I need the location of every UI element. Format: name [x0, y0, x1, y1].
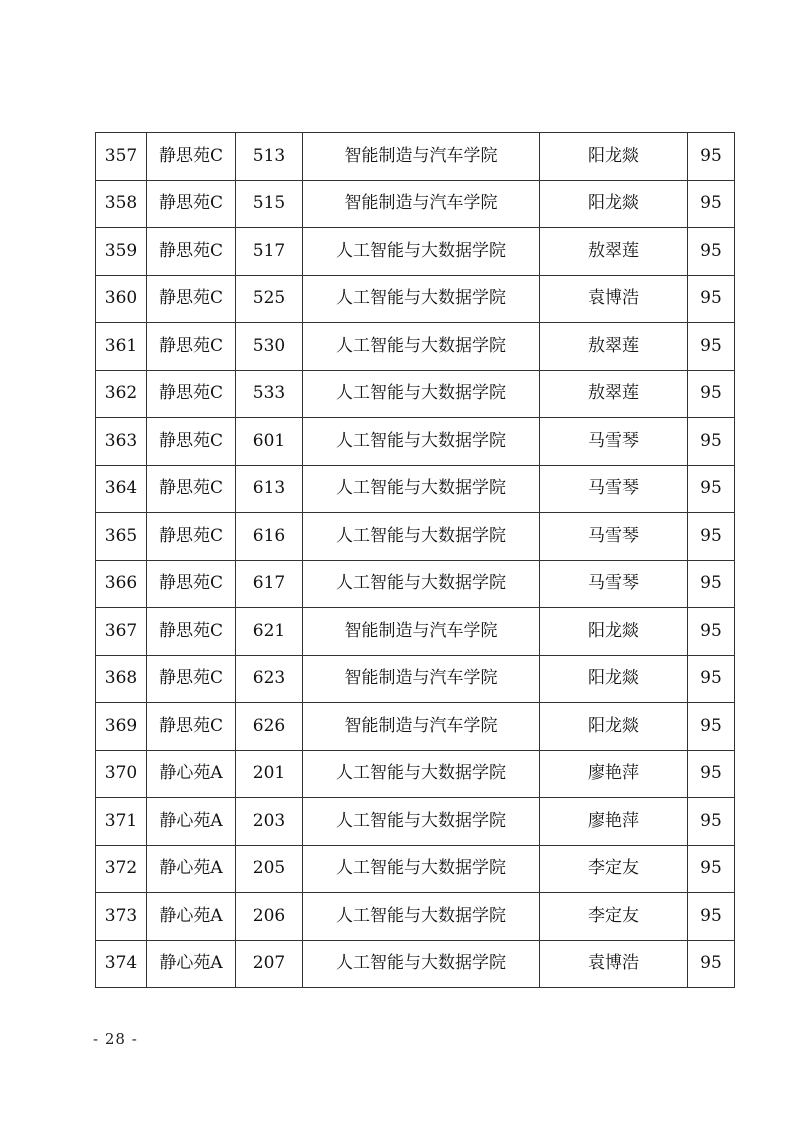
building-cell: 静思苑C: [147, 465, 236, 513]
building-cell: 静思苑C: [147, 228, 236, 276]
college-cell: 智能制造与汽车学院: [303, 655, 540, 703]
college-cell: 人工智能与大数据学院: [303, 750, 540, 798]
counselor-cell: 阳龙燚: [540, 655, 688, 703]
row-index-cell: 368: [96, 655, 147, 703]
table-row: [96, 750, 735, 798]
table-row: [96, 798, 735, 846]
row-index-cell: 358: [96, 180, 147, 228]
college-cell: 人工智能与大数据学院: [303, 893, 540, 941]
room-number-cell: 513: [236, 133, 303, 181]
room-number-cell: 203: [236, 798, 303, 846]
building-cell: 静思苑C: [147, 180, 236, 228]
college-cell: 人工智能与大数据学院: [303, 228, 540, 276]
row-index-cell: 371: [96, 798, 147, 846]
table-row: [96, 845, 735, 893]
room-number-cell: 201: [236, 750, 303, 798]
table-row: [96, 418, 735, 466]
counselor-cell: 敖翠莲: [540, 370, 688, 418]
room-number-cell: 617: [236, 560, 303, 608]
building-cell: 静思苑C: [147, 370, 236, 418]
row-index-cell: 361: [96, 323, 147, 371]
room-number-cell: 205: [236, 845, 303, 893]
building-cell: 静心苑A: [147, 845, 236, 893]
score-cell: 95: [688, 655, 735, 703]
room-number-cell: 515: [236, 180, 303, 228]
table-row: [96, 655, 735, 703]
room-number-cell: 613: [236, 465, 303, 513]
score-cell: 95: [688, 798, 735, 846]
college-cell: 人工智能与大数据学院: [303, 275, 540, 323]
counselor-cell: 马雪琴: [540, 513, 688, 561]
table-row: [96, 703, 735, 751]
building-cell: 静思苑C: [147, 275, 236, 323]
room-number-cell: 525: [236, 275, 303, 323]
dormitory-score-table: [95, 132, 735, 988]
table-row: [96, 133, 735, 181]
row-index-cell: 360: [96, 275, 147, 323]
table-row: [96, 275, 735, 323]
building-cell: 静思苑C: [147, 323, 236, 371]
score-cell: 95: [688, 228, 735, 276]
table-row: [96, 608, 735, 656]
table-row: [96, 370, 735, 418]
counselor-cell: 李定友: [540, 845, 688, 893]
counselor-cell: 李定友: [540, 893, 688, 941]
building-cell: 静思苑C: [147, 608, 236, 656]
score-cell: 95: [688, 940, 735, 988]
room-number-cell: 533: [236, 370, 303, 418]
score-cell: 95: [688, 418, 735, 466]
college-cell: 人工智能与大数据学院: [303, 940, 540, 988]
row-index-cell: 369: [96, 703, 147, 751]
building-cell: 静思苑C: [147, 560, 236, 608]
score-cell: 95: [688, 513, 735, 561]
score-cell: 95: [688, 703, 735, 751]
table-row: [96, 465, 735, 513]
college-cell: 智能制造与汽车学院: [303, 703, 540, 751]
counselor-cell: 阳龙燚: [540, 703, 688, 751]
row-index-cell: 357: [96, 133, 147, 181]
row-index-cell: 359: [96, 228, 147, 276]
building-cell: 静思苑C: [147, 703, 236, 751]
row-index-cell: 365: [96, 513, 147, 561]
row-index-cell: 373: [96, 893, 147, 941]
room-number-cell: 206: [236, 893, 303, 941]
row-index-cell: 366: [96, 560, 147, 608]
score-cell: 95: [688, 560, 735, 608]
counselor-cell: 阳龙燚: [540, 180, 688, 228]
score-cell: 95: [688, 275, 735, 323]
row-index-cell: 372: [96, 845, 147, 893]
row-index-cell: 374: [96, 940, 147, 988]
row-index-cell: 370: [96, 750, 147, 798]
college-cell: 人工智能与大数据学院: [303, 560, 540, 608]
college-cell: 人工智能与大数据学院: [303, 845, 540, 893]
building-cell: 静思苑C: [147, 655, 236, 703]
score-cell: 95: [688, 465, 735, 513]
score-cell: 95: [688, 750, 735, 798]
row-index-cell: 362: [96, 370, 147, 418]
table-body: [96, 133, 735, 988]
counselor-cell: 敖翠莲: [540, 323, 688, 371]
row-index-cell: 367: [96, 608, 147, 656]
score-cell: 95: [688, 180, 735, 228]
score-cell: 95: [688, 370, 735, 418]
building-cell: 静心苑A: [147, 893, 236, 941]
row-index-cell: 364: [96, 465, 147, 513]
room-number-cell: 626: [236, 703, 303, 751]
college-cell: 人工智能与大数据学院: [303, 418, 540, 466]
building-cell: 静心苑A: [147, 750, 236, 798]
page-number: - 28 -: [93, 1030, 138, 1048]
counselor-cell: 阳龙燚: [540, 133, 688, 181]
building-cell: 静思苑C: [147, 418, 236, 466]
score-cell: 95: [688, 845, 735, 893]
room-number-cell: 530: [236, 323, 303, 371]
room-number-cell: 623: [236, 655, 303, 703]
table-row: [96, 180, 735, 228]
score-cell: 95: [688, 323, 735, 371]
score-cell: 95: [688, 893, 735, 941]
table-row: [96, 323, 735, 371]
score-cell: 95: [688, 133, 735, 181]
counselor-cell: 马雪琴: [540, 465, 688, 513]
building-cell: 静思苑C: [147, 513, 236, 561]
table-row: [96, 940, 735, 988]
room-number-cell: 517: [236, 228, 303, 276]
room-number-cell: 601: [236, 418, 303, 466]
table-row: [96, 228, 735, 276]
college-cell: 人工智能与大数据学院: [303, 513, 540, 561]
counselor-cell: 敖翠莲: [540, 228, 688, 276]
room-number-cell: 621: [236, 608, 303, 656]
score-cell: 95: [688, 608, 735, 656]
building-cell: 静心苑A: [147, 940, 236, 988]
table-row: [96, 513, 735, 561]
college-cell: 智能制造与汽车学院: [303, 133, 540, 181]
table-row: [96, 893, 735, 941]
college-cell: 人工智能与大数据学院: [303, 465, 540, 513]
counselor-cell: 马雪琴: [540, 560, 688, 608]
counselor-cell: 廖艳萍: [540, 798, 688, 846]
counselor-cell: 廖艳萍: [540, 750, 688, 798]
table-row: [96, 560, 735, 608]
college-cell: 智能制造与汽车学院: [303, 608, 540, 656]
counselor-cell: 袁博浩: [540, 940, 688, 988]
college-cell: 人工智能与大数据学院: [303, 370, 540, 418]
college-cell: 人工智能与大数据学院: [303, 323, 540, 371]
counselor-cell: 阳龙燚: [540, 608, 688, 656]
room-number-cell: 207: [236, 940, 303, 988]
building-cell: 静心苑A: [147, 798, 236, 846]
counselor-cell: 马雪琴: [540, 418, 688, 466]
counselor-cell: 袁博浩: [540, 275, 688, 323]
college-cell: 人工智能与大数据学院: [303, 798, 540, 846]
building-cell: 静思苑C: [147, 133, 236, 181]
room-number-cell: 616: [236, 513, 303, 561]
row-index-cell: 363: [96, 418, 147, 466]
college-cell: 智能制造与汽车学院: [303, 180, 540, 228]
